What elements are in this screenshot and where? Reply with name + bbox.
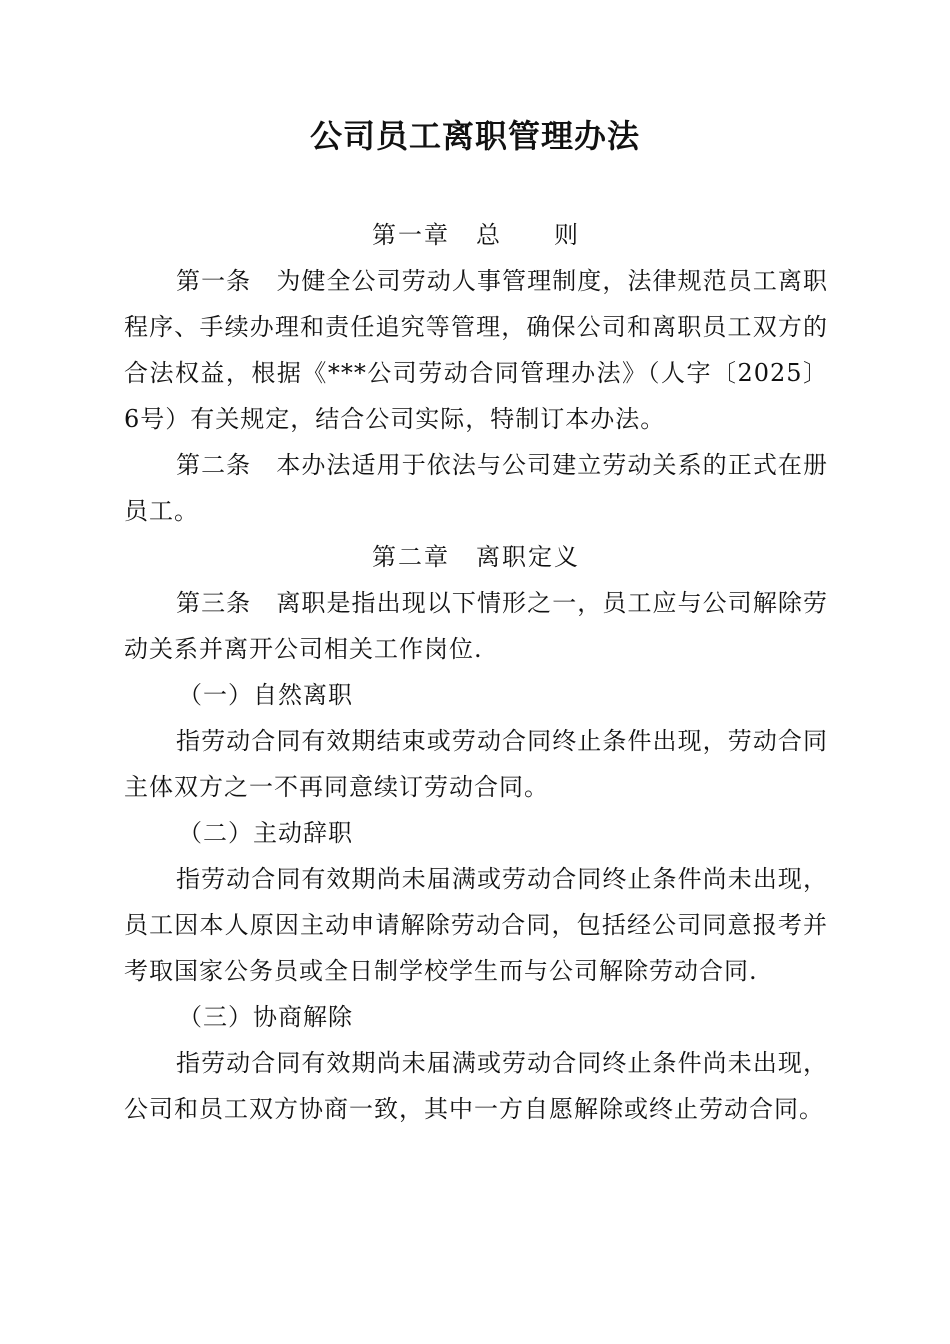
chapter-heading: 第一章 总 则 [372, 221, 580, 249]
item-paragraph: 指劳动合同有效期尚未届满或劳动合同终止条件尚未出现，公司和员工双方协商一致，其中一方自愿解除或终止劳动合同。 [124, 1049, 828, 1123]
item-heading: （一）自然离职 [178, 681, 353, 709]
item-heading: （二）主动辞职 [178, 819, 353, 847]
document-body [124, 212, 828, 1132]
item-paragraph: 指劳动合同有效期结束或劳动合同终止条件出现，劳动合同主体双方之一不再同意续订劳动合同。 [124, 727, 828, 801]
item-heading: （三）协商解除 [178, 1003, 353, 1031]
chapter-heading: 第二章 离职定义 [372, 543, 580, 571]
article-paragraph: 第一条 为健全公司劳动人事管理制度，法律规范员工离职程序、手续办理和责任追究等管理，确保公司和离职员工双方的合法权益，根据《***公司劳动合同管理办法》（人字〔2025〕6号）有关规定，结合公司实际，特制订本办法。 [124, 267, 828, 433]
document-title: 公司员工离职管理办法 [309, 117, 640, 155]
item-paragraph: 指劳动合同有效期尚未届满或劳动合同终止条件尚未出现，员工因本人原因主动申请解除劳动合同，包括经公司同意报考并考取国家公务员或全日制学校学生而与公司解除劳动合同. [124, 865, 828, 985]
article-paragraph: 第二条 本办法适用于依法与公司建立劳动关系的正式在册员工。 [124, 451, 828, 525]
article-paragraph: 第三条 离职是指出现以下情形之一，员工应与公司解除劳动关系并离开公司相关工作岗位. [124, 589, 828, 663]
